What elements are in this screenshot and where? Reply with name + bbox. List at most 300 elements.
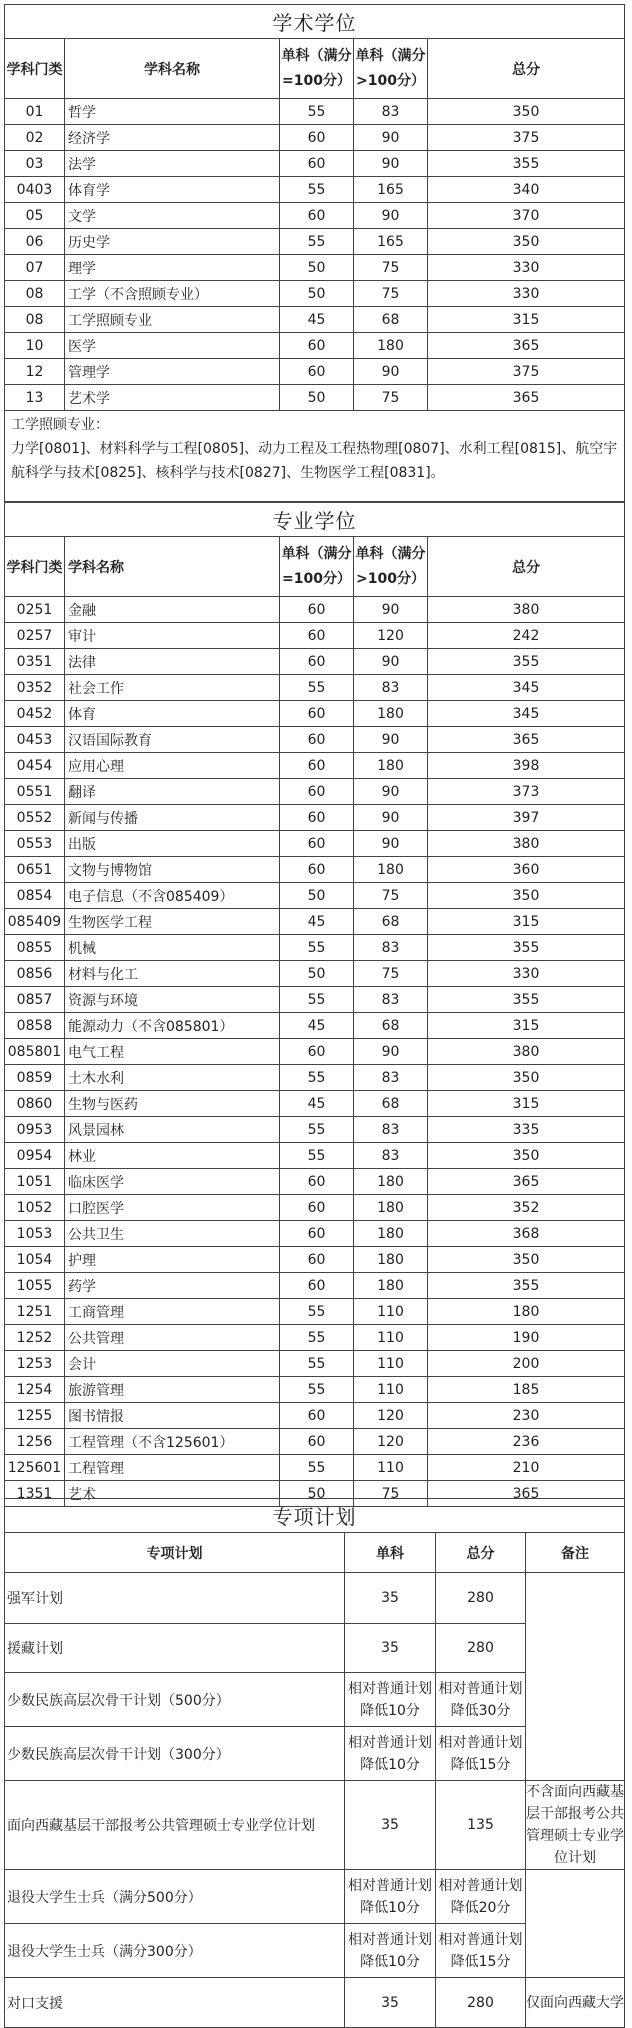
professional-section-title: 专业学位 [5,503,625,537]
table-row [5,1169,625,1195]
row-category-code: 1351 [5,1481,65,1507]
row-single-100: 60 [280,125,354,151]
row-total: 355 [428,649,625,675]
academic-note [5,411,625,502]
header-plan: 专项计划 [5,1533,345,1573]
header-remark: 备注 [526,1533,625,1573]
row-total: 365 [428,727,625,753]
table-row [5,779,625,805]
row-category-code: 1055 [5,1273,65,1299]
table-row [5,987,625,1013]
row-subject-name: 机械 [65,935,280,961]
row-total: 355 [428,151,625,177]
row-single-100: 60 [280,857,354,883]
row-single-100: 55 [280,1325,354,1351]
special-section-title: 专项计划 [5,1499,625,1533]
row-single-over-100: 90 [354,597,428,623]
row-category-code: 1252 [5,1325,65,1351]
row-total: 350 [428,1143,625,1169]
table-row [5,1221,625,1247]
plan-total: 相对普通计划降低20分 [436,1870,526,1924]
table-row [5,961,625,987]
row-category-code: 085801 [5,1039,65,1065]
plan-name: 对口支援 [5,1978,345,2028]
table-row [5,125,625,151]
row-total: 360 [428,857,625,883]
row-single-100: 60 [280,1169,354,1195]
row-single-over-100: 120 [354,623,428,649]
plan-remark-empty [526,1870,625,1978]
row-category-code: 0651 [5,857,65,883]
row-category-code: 0552 [5,805,65,831]
row-subject-name: 应用心理 [65,753,280,779]
row-subject-name: 生物医学工程 [65,909,280,935]
row-single-over-100: 110 [354,1377,428,1403]
row-total: 380 [428,597,625,623]
row-subject-name: 资源与环境 [65,987,280,1013]
row-single-over-100: 165 [354,177,428,203]
row-single-over-100: 90 [354,831,428,857]
row-total: 200 [428,1351,625,1377]
row-subject-name: 文学 [65,203,280,229]
row-subject-name: 电子信息（不含085409） [65,883,280,909]
row-total: 350 [428,229,625,255]
row-total: 365 [428,1481,625,1507]
row-total: 350 [428,1247,625,1273]
row-total: 230 [428,1403,625,1429]
row-category-code: 0403 [5,177,65,203]
row-subject-name: 会计 [65,1351,280,1377]
row-total: 397 [428,805,625,831]
row-subject-name: 口腔医学 [65,1195,280,1221]
academic-section-title: 学术学位 [5,5,625,39]
row-total: 345 [428,701,625,727]
row-single-over-100: 180 [354,857,428,883]
plan-single: 35 [345,1781,436,1870]
plan-single: 相对普通计划降低10分 [345,1673,436,1727]
table-row [5,151,625,177]
row-total: 355 [428,935,625,961]
row-subject-name: 新闻与传播 [65,805,280,831]
row-category-code: 125601 [5,1455,65,1481]
table-row [5,1247,625,1273]
row-category-code: 1053 [5,1221,65,1247]
header-category: 学科门类 [5,39,65,99]
row-subject-name: 汉语国际教育 [65,727,280,753]
plan-name: 强军计划 [5,1573,345,1624]
note-title: 工学照顾专业： [11,417,109,433]
row-total: 365 [428,1169,625,1195]
row-single-over-100: 68 [354,1013,428,1039]
row-single-over-100: 90 [354,1039,428,1065]
row-category-code: 1251 [5,1299,65,1325]
row-category-code: 0860 [5,1091,65,1117]
row-category-code: 0859 [5,1065,65,1091]
row-total: 380 [428,831,625,857]
row-subject-name: 材料与化工 [65,961,280,987]
table-row [5,1781,625,1870]
row-single-over-100: 90 [354,151,428,177]
row-single-100: 55 [280,935,354,961]
row-subject-name: 工学（不含照顾专业） [65,281,280,307]
row-total: 315 [428,1013,625,1039]
table-row [5,857,625,883]
row-single-100: 60 [280,779,354,805]
header-single-over-100: 单科（满分>100分） [354,537,428,597]
row-category-code: 1256 [5,1429,65,1455]
plan-name: 少数民族高层次骨干计划（300分） [5,1727,345,1781]
row-single-over-100: 75 [354,961,428,987]
row-single-100: 60 [280,1039,354,1065]
plan-total: 相对普通计划降低15分 [436,1924,526,1978]
header-name: 学科名称 [65,39,280,99]
table-row [5,883,625,909]
row-total: 315 [428,307,625,333]
row-single-100: 45 [280,1091,354,1117]
row-subject-name: 文物与博物馆 [65,857,280,883]
row-single-100: 60 [280,805,354,831]
plan-total: 280 [436,1573,526,1624]
table-row [5,1325,625,1351]
row-subject-name: 工程管理（不含125601） [65,1429,280,1455]
row-subject-name: 生物与医药 [65,1091,280,1117]
row-total: 365 [428,333,625,359]
row-total: 350 [428,883,625,909]
row-category-code: 0452 [5,701,65,727]
row-total: 380 [428,1039,625,1065]
table-row [5,1429,625,1455]
row-subject-name: 土木水利 [65,1065,280,1091]
table-row [5,1455,625,1481]
professional-rows [5,597,625,1507]
row-single-100: 60 [280,1403,354,1429]
row-category-code: 10 [5,333,65,359]
row-single-over-100: 90 [354,125,428,151]
header-single-100: 单科（满分=100分） [280,537,354,597]
row-category-code: 1253 [5,1351,65,1377]
row-single-100: 55 [280,177,354,203]
plan-name: 面向西藏基层干部报考公共管理硕士专业学位计划 [5,1781,345,1870]
row-total: 330 [428,961,625,987]
table-row [5,805,625,831]
row-single-100: 50 [280,385,354,411]
plan-name: 援藏计划 [5,1624,345,1673]
table-row [5,623,625,649]
row-single-over-100: 90 [354,359,428,385]
row-total: 330 [428,255,625,281]
row-single-100: 50 [280,281,354,307]
table-row [5,1013,625,1039]
header-total: 总分 [428,39,625,99]
header-total: 总分 [436,1533,526,1573]
table-row [5,1573,625,1624]
row-single-100: 55 [280,1143,354,1169]
row-subject-name: 药学 [65,1273,280,1299]
row-subject-name: 临床医学 [65,1169,280,1195]
table-row [5,701,625,727]
table-row [5,1143,625,1169]
row-single-over-100: 120 [354,1429,428,1455]
row-category-code: 0351 [5,649,65,675]
row-single-100: 60 [280,597,354,623]
table-row [5,727,625,753]
table-row [5,1978,625,2028]
row-total: 365 [428,385,625,411]
row-category-code: 0854 [5,883,65,909]
row-single-over-100: 75 [354,255,428,281]
row-single-100: 60 [280,727,354,753]
table-row [5,203,625,229]
row-single-over-100: 180 [354,1247,428,1273]
row-single-over-100: 120 [354,1403,428,1429]
row-single-over-100: 165 [354,229,428,255]
row-category-code: 03 [5,151,65,177]
row-single-100: 55 [280,1351,354,1377]
row-single-over-100: 180 [354,1195,428,1221]
row-single-100: 60 [280,151,354,177]
row-category-code: 05 [5,203,65,229]
header-single-100: 单科（满分=100分） [280,39,354,99]
row-single-100: 50 [280,883,354,909]
plan-remark: 仅面向西藏大学 [526,1978,625,2028]
row-single-100: 60 [280,1195,354,1221]
row-subject-name: 翻译 [65,779,280,805]
row-total: 398 [428,753,625,779]
row-single-100: 45 [280,307,354,333]
row-single-100: 60 [280,359,354,385]
row-single-100: 55 [280,229,354,255]
plan-remark: 不含面向西藏基层干部报考公共管理硕士专业学位计划 [526,1781,625,1870]
plan-name: 退役大学生士兵（满分300分） [5,1924,345,1978]
row-total: 315 [428,1091,625,1117]
plan-single: 相对普通计划降低10分 [345,1727,436,1781]
row-single-over-100: 83 [354,99,428,125]
row-single-100: 60 [280,701,354,727]
plan-single: 35 [345,1978,436,2028]
row-single-over-100: 75 [354,281,428,307]
plan-total: 135 [436,1781,526,1870]
table-row [5,1351,625,1377]
header-single-over-100: 单科（满分>100分） [354,39,428,99]
row-single-100: 60 [280,831,354,857]
table-row [5,1377,625,1403]
table-row [5,177,625,203]
row-single-over-100: 75 [354,883,428,909]
table-row [5,1091,625,1117]
row-single-100: 60 [280,649,354,675]
row-total: 345 [428,675,625,701]
row-single-100: 60 [280,1221,354,1247]
row-single-over-100: 68 [354,1091,428,1117]
header-category: 学科门类 [5,537,65,597]
row-subject-name: 工商管理 [65,1299,280,1325]
row-single-over-100: 83 [354,1117,428,1143]
row-subject-name: 哲学 [65,99,280,125]
row-category-code: 0454 [5,753,65,779]
plan-single: 相对普通计划降低10分 [345,1870,436,1924]
row-single-over-100: 83 [354,987,428,1013]
plan-single: 35 [345,1573,436,1624]
row-subject-name: 护理 [65,1247,280,1273]
row-single-over-100: 90 [354,779,428,805]
table-row [5,649,625,675]
table-row [5,1039,625,1065]
row-category-code: 0553 [5,831,65,857]
row-total: 355 [428,1273,625,1299]
table-row [5,333,625,359]
row-category-code: 0954 [5,1143,65,1169]
row-total: 185 [428,1377,625,1403]
row-single-over-100: 180 [354,1273,428,1299]
row-total: 190 [428,1325,625,1351]
row-subject-name: 历史学 [65,229,280,255]
row-total: 236 [428,1429,625,1455]
row-total: 350 [428,1065,625,1091]
row-subject-name: 社会工作 [65,675,280,701]
note-body: 力学[0801]、材料科学与工程[0805]、动力工程及工程热物理[0807]、水利工程[0815]、航空宇航科学与技术[0825]、核科学与技术[0827]、生物医学工程[0831]。 [11,441,618,481]
table-row [5,1117,625,1143]
row-subject-name: 理学 [65,255,280,281]
row-single-100: 55 [280,1065,354,1091]
row-total: 375 [428,125,625,151]
plan-name: 退役大学生士兵（满分500分） [5,1870,345,1924]
table-row [5,99,625,125]
plan-name: 少数民族高层次骨干计划（500分） [5,1673,345,1727]
table-row [5,385,625,411]
row-single-100: 45 [280,1013,354,1039]
row-subject-name: 医学 [65,333,280,359]
row-single-over-100: 180 [354,1221,428,1247]
row-category-code: 1052 [5,1195,65,1221]
row-total: 330 [428,281,625,307]
row-subject-name: 工学照顾专业 [65,307,280,333]
row-category-code: 1054 [5,1247,65,1273]
row-total: 340 [428,177,625,203]
row-category-code: 0251 [5,597,65,623]
row-single-over-100: 110 [354,1325,428,1351]
row-subject-name: 管理学 [65,359,280,385]
row-category-code: 1051 [5,1169,65,1195]
row-total: 352 [428,1195,625,1221]
table-row [5,255,625,281]
row-category-code: 01 [5,99,65,125]
header-total: 总分 [428,537,625,597]
plan-remark-empty [526,1573,625,1781]
row-category-code: 0257 [5,623,65,649]
row-category-code: 0855 [5,935,65,961]
row-single-100: 60 [280,1247,354,1273]
row-total: 355 [428,987,625,1013]
plan-single: 相对普通计划降低10分 [345,1924,436,1978]
row-single-over-100: 68 [354,909,428,935]
row-single-100: 60 [280,753,354,779]
row-single-over-100: 68 [354,307,428,333]
row-total: 242 [428,623,625,649]
row-single-100: 60 [280,1429,354,1455]
row-category-code: 08 [5,307,65,333]
row-single-100: 55 [280,1299,354,1325]
table-row [5,281,625,307]
plan-total: 280 [436,1624,526,1673]
row-subject-name: 林业 [65,1143,280,1169]
row-category-code: 0857 [5,987,65,1013]
row-single-over-100: 83 [354,675,428,701]
row-subject-name: 图书情报 [65,1403,280,1429]
row-subject-name: 金融 [65,597,280,623]
row-single-100: 50 [280,255,354,281]
row-subject-name: 体育学 [65,177,280,203]
row-single-over-100: 180 [354,701,428,727]
table-row [5,359,625,385]
row-single-over-100: 180 [354,753,428,779]
row-subject-name: 艺术学 [65,385,280,411]
row-subject-name: 旅游管理 [65,1377,280,1403]
row-total: 375 [428,359,625,385]
row-category-code: 06 [5,229,65,255]
row-subject-name: 体育 [65,701,280,727]
row-subject-name: 风景园林 [65,1117,280,1143]
row-single-100: 55 [280,1117,354,1143]
plan-total: 280 [436,1978,526,2028]
row-subject-name: 公共卫生 [65,1221,280,1247]
table-row [5,1403,625,1429]
row-category-code: 0858 [5,1013,65,1039]
row-single-100: 60 [280,623,354,649]
row-single-100: 60 [280,1273,354,1299]
table-row [5,597,625,623]
row-subject-name: 法学 [65,151,280,177]
table-row [5,307,625,333]
row-single-100: 55 [280,1455,354,1481]
academic-degree-table [4,4,625,502]
header-name: 学科名称 [65,537,280,597]
row-single-over-100: 110 [354,1455,428,1481]
row-category-code: 1255 [5,1403,65,1429]
row-total: 335 [428,1117,625,1143]
row-single-over-100: 90 [354,203,428,229]
row-subject-name: 工程管理 [65,1455,280,1481]
row-total: 315 [428,909,625,935]
row-single-over-100: 83 [354,1065,428,1091]
table-row [5,1870,625,1924]
row-subject-name: 公共管理 [65,1325,280,1351]
table-row [5,753,625,779]
plan-total: 相对普通计划降低30分 [436,1673,526,1727]
row-single-over-100: 90 [354,727,428,753]
row-total: 373 [428,779,625,805]
header-single: 单科 [345,1533,436,1573]
special-plan-table [4,1498,625,2028]
academic-rows [5,99,625,411]
row-subject-name: 能源动力（不含085801） [65,1013,280,1039]
row-single-100: 55 [280,1377,354,1403]
row-total: 368 [428,1221,625,1247]
table-row [5,1195,625,1221]
row-single-over-100: 180 [354,333,428,359]
row-category-code: 13 [5,385,65,411]
row-subject-name: 经济学 [65,125,280,151]
row-single-100: 60 [280,333,354,359]
table-row [5,1273,625,1299]
professional-degree-table [4,502,625,1507]
row-category-code: 0856 [5,961,65,987]
row-category-code: 08 [5,281,65,307]
plan-total: 相对普通计划降低15分 [436,1727,526,1781]
row-category-code: 085409 [5,909,65,935]
row-single-over-100: 90 [354,805,428,831]
row-single-100: 55 [280,987,354,1013]
table-row [5,831,625,857]
